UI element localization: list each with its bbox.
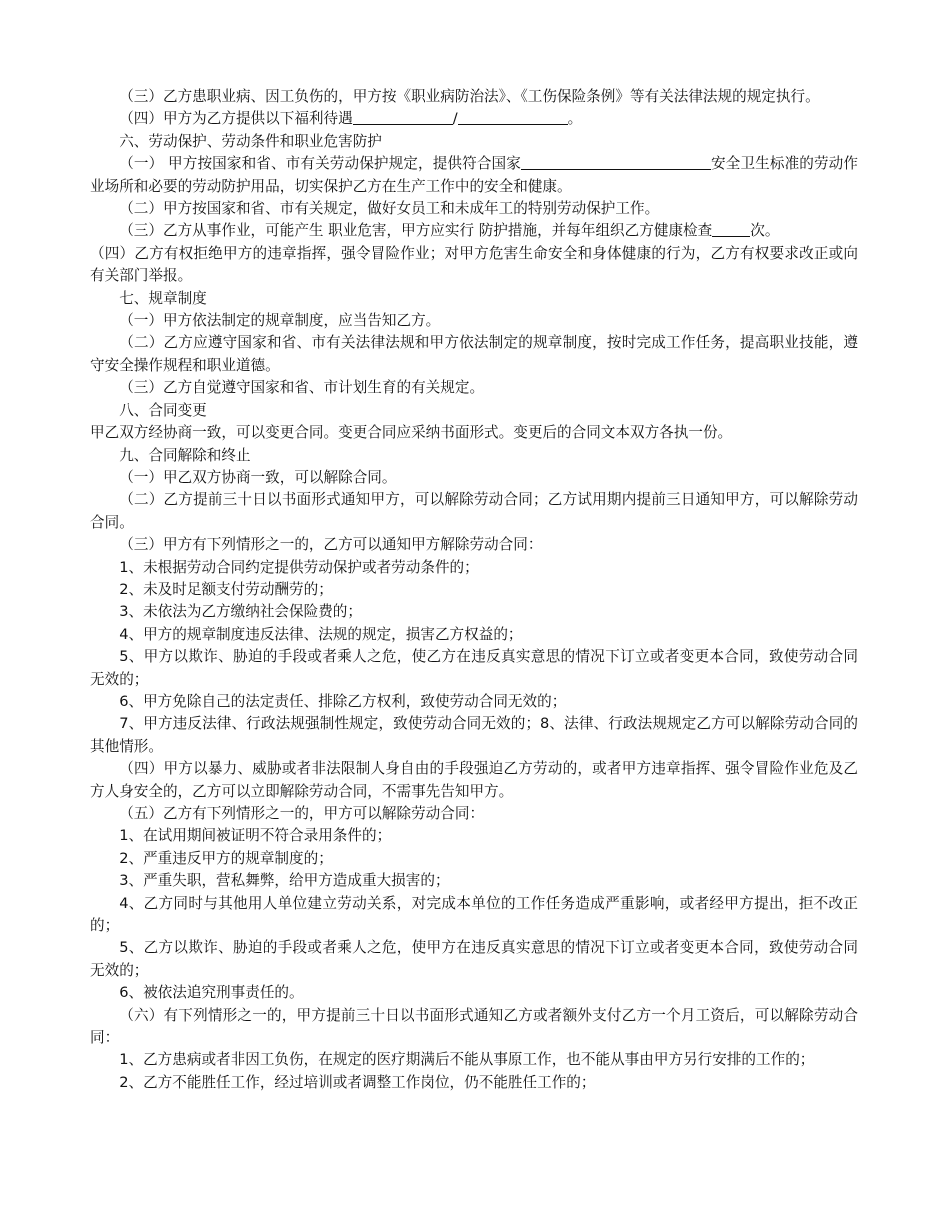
clause-6-3 <box>90 220 858 242</box>
list-item: 5、乙方以欺诈、胁迫的手段或者乘人之危，使甲方在违反真实意思的情况下订立或者变更本合同，致使劳动合同无效的； <box>90 939 858 979</box>
clause-7-1: （一）甲方依法制定的规章制度，应当告知乙方。 <box>119 312 441 330</box>
clause-text: （四）甲方为乙方提供以下福利待遇 <box>119 110 353 128</box>
clause-8-body: 甲乙双方经协商一致，可以变更合同。变更合同应采纳书面形式。变更后的合同文本双方各执一份。 <box>90 424 733 442</box>
section-heading-6: 六、劳动保护、劳动条件和职业危害防护 <box>119 132 382 150</box>
clause-5-3: （三）乙方患职业病、因工负伤的，甲方按《职业病防治法》、《工伤保险条例》等有关法律法规的规定执行。 <box>119 88 820 105</box>
list-item: 5、甲方以欺诈、胁迫的手段或者乘人之危，使乙方在违反真实意思的情况下订立或者变更本合同，致使劳动合同无效的； <box>90 648 858 688</box>
clause-text: （三）乙方从事作业，可能产生 职业危害，甲方应实行 防护措施，并每年组织乙方健康检查 <box>119 222 713 240</box>
clause-7-3: （三）乙方自觉遵守国家和省、市计划生育的有关规定。 <box>119 379 485 397</box>
fill-blank <box>353 108 453 125</box>
fill-blank <box>458 108 568 125</box>
fill-blank <box>712 220 750 237</box>
clause-6-4: （四）乙方有权拒绝甲方的违章指挥，强令冒险作业；对甲方危害生命安全和身体健康的行为，乙方有权要求改正或向有关部门举报。 <box>90 244 858 285</box>
list-item: 3、严重失职，营私舞弊，给甲方造成重大损害的； <box>119 872 450 890</box>
clause-text: （一） 甲方按国家和省、市有关劳动保护规定，提供符合国家 <box>119 155 521 173</box>
clause-9-6: （六）有下列情形之一的，甲方提前三十日以书面形式通知乙方或者额外支付乙方一个月工资后，可以解除劳动合同： <box>90 1006 858 1047</box>
list-item: 1、在试用期间被证明不符合录用条件的； <box>119 827 392 845</box>
section-heading-9: 九、合同解除和终止 <box>119 446 251 464</box>
clause-text: 安全卫生标准的劳动作业场所和必要的劳动防护用品，切实保护乙方在生产工作中的安全和健康。 <box>90 155 858 195</box>
list-item: 4、甲方的规章制度违反法律、法规的规定，损害乙方权益的； <box>119 625 523 643</box>
list-item: 6、被依法追究刑事责任的。 <box>119 984 304 1002</box>
clause-text: / <box>452 110 458 128</box>
list-item: 3、未依法为乙方缴纳社会保险费的； <box>119 603 362 621</box>
clause-9-4: （四）甲方以暴力、威胁或者非法限制人身自由的手段强迫乙方劳动的，或者甲方违章指挥、强令冒险作业危及乙方人身安全的，乙方可以立即解除劳动合同，不需事先告知甲方。 <box>90 760 858 800</box>
clause-text: 。 <box>567 110 583 128</box>
clause-9-1: （一）甲乙双方协商一致，可以解除合同。 <box>119 468 397 486</box>
list-item: 7、甲方违反法律、行政法规强制性规定，致使劳动合同无效的；8、法律、行政法规规定乙方可以解除劳动合同的其他情形。 <box>90 715 858 755</box>
clause-9-3: （三）甲方有下列情形之一的，乙方可以通知甲方解除劳动合同： <box>119 536 543 554</box>
clause-text: 次。 <box>750 222 780 240</box>
section-heading-7: 七、规章制度 <box>119 289 207 307</box>
fill-blank <box>521 153 711 170</box>
list-item: 6、甲方免除自己的法定责任、排除乙方权利，致使劳动合同无效的； <box>119 692 567 710</box>
clause-5-4-welfare <box>90 108 858 130</box>
list-item: 2、乙方不能胜任工作，经过培训或者调整工作岗位，仍不能胜任工作的； <box>119 1073 596 1091</box>
clause-7-2: （二）乙方应遵守国家和省、市有关法律法规和甲方依法制定的规章制度，按时完成工作任务，提高职业技能，遵守安全操作规程和职业道德。 <box>90 334 858 374</box>
list-item: 2、严重违反甲方的规章制度的； <box>119 849 333 867</box>
list-item: 1、未根据劳动合同约定提供劳动保护或者劳动条件的； <box>119 558 479 576</box>
clause-9-5: （五）乙方有下列情形之一的，甲方可以解除劳动合同： <box>119 805 485 822</box>
clause-6-2: （二）甲方按国家和省、市有关规定，做好女员工和未成年工的特别劳动保护工作。 <box>119 200 660 218</box>
list-item: 2、未及时足额支付劳动酬劳的； <box>119 580 333 598</box>
section-heading-8: 八、合同变更 <box>119 401 207 419</box>
clause-9-2: （二）乙方提前三十日以书面形式通知甲方，可以解除劳动合同；乙方试用期内提前三日通知甲方，可以解除劳动合同。 <box>90 491 858 531</box>
list-item: 1、乙方患病或者非因工负伤，在规定的医疗期满后不能从事原工作，也不能从事由甲方另行安排的工作的； <box>119 1051 815 1069</box>
clause-6-1 <box>90 153 858 198</box>
list-item: 4、乙方同时与其他用人单位建立劳动关系，对完成本单位的工作任务造成严重影响，或者经甲方提出，拒不改正的； <box>90 894 858 935</box>
